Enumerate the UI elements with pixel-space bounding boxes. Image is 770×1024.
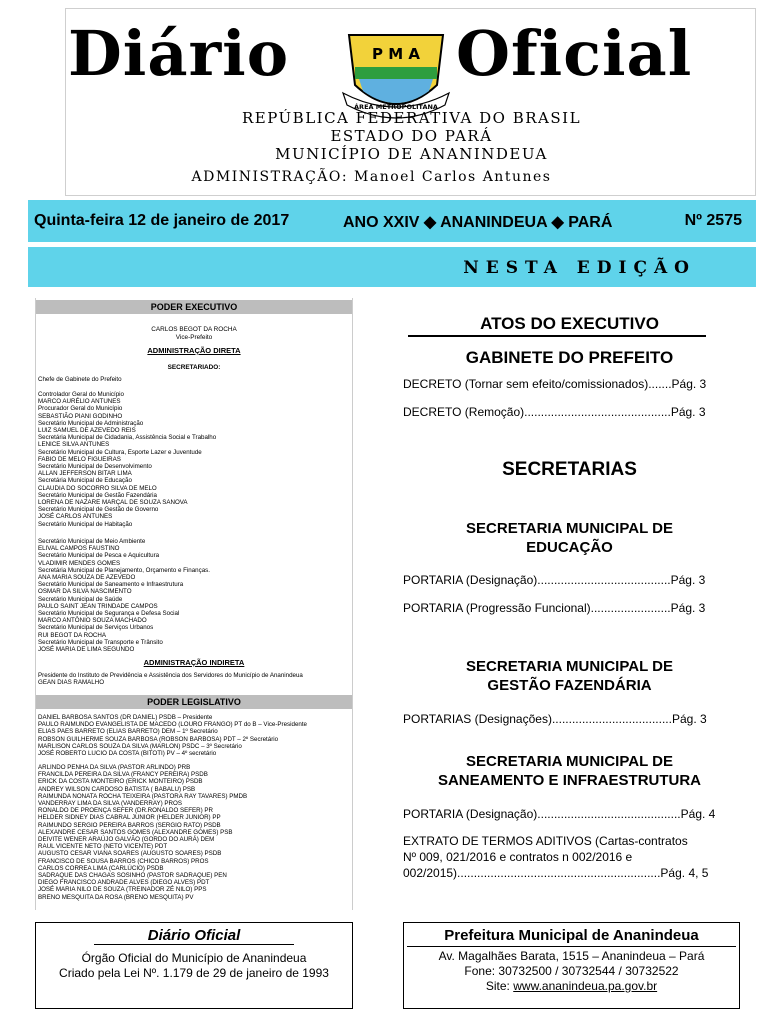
list-item: PAULO RAIMUNDO EVANGELISTA DE MACEDO (LOURO FRANGO) PT do B – Vice-Presidente [38, 721, 307, 729]
list-item: DEIVITE WENER ARAÚJO GALVÃO (GORDO DO AURÁ) DEM [38, 836, 215, 844]
pma-logo-icon [341, 23, 451, 123]
legislative-board-list [38, 714, 350, 757]
footer-address: Av. Magalhães Barata, 1515 – Ananindeua – Pará [438, 949, 705, 963]
logo-ribbon: ÁREA METROPOLITANA [354, 103, 438, 111]
date-bar [28, 200, 756, 242]
list-item: Chefe de Gabinete do Prefeito [38, 376, 122, 383]
atos-heading: ATOS DO EXECUTIVO [480, 314, 659, 333]
vice-mayor-title: Vice-Prefeito [175, 334, 213, 341]
list-item: MARCO ANTÔNIO SOUZA MACHADO [38, 617, 147, 625]
list-item: MARLISON CARLOS SOUZA DA SILVA (MARLON) PSDC – 3º Secretário [38, 742, 242, 750]
list-item: Secretária Municipal de Educação [38, 477, 132, 485]
list-item: AUGUSTO CESAR VIANA SOARES (AUGUSTO SOARES) PSDB [38, 850, 222, 858]
footer-title: Prefeitura Municipal de Ananindeua [407, 927, 736, 947]
list-item: Controlador Geral do Município [38, 391, 124, 398]
list-item: Secretário Municipal de Meio Ambiente [38, 538, 146, 545]
republic-line: REPÚBLICA FEDERATIVA DO BRASIL [241, 109, 582, 127]
gabinete-heading: GABINETE DO PREFEITO [465, 348, 674, 367]
list-item: ELIAS PAES BARRETO (ELIAS BARRETO) DEM – 1º Secretário [38, 728, 218, 736]
list-item: Secretário Municipal de Gestão Fazendária [38, 491, 158, 499]
list-item: Secretário Municipal de Pesca e Aquicultura [38, 552, 160, 560]
list-item: RAUL VICENTE NETO (NETO VICENTE) PDT [38, 843, 168, 851]
issue-date: Quinta-feira 12 de janeiro de 2017 [34, 212, 290, 229]
list-item: DANIEL BARBOSA SANTOS (DR DANIEL) PSDB – Presidente [38, 714, 213, 721]
footer-line: Órgão Oficial do Município de Ananindeua [81, 951, 307, 965]
section-heading-executivo: PODER EXECUTIVO [36, 300, 352, 314]
councillors-list [38, 764, 350, 901]
toc-entry[interactable]: PORTARIA (Progressão Funcional)........................Pág. 3 [403, 601, 706, 615]
list-item: OSMAR DA SILVA NASCIMENTO [38, 588, 132, 596]
toc-entry[interactable]: PORTARIAS (Designações)....................................Pág. 3 [403, 712, 707, 726]
municipality-line: MUNICÍPIO DE ANANINDEUA [275, 145, 548, 163]
list-item: ALEXANDRE CESAR SANTOS GOMES (ALEXANDRE GOMES) PSB [38, 828, 233, 836]
toc-entry[interactable]: DECRETO (Tornar sem efeito/comissionados).......Pág. 3 [403, 377, 707, 391]
site-label: Site: [485, 979, 514, 993]
list-item: Procurador Geral do Município [38, 405, 123, 413]
list-item: Secretário Municipal de Transporte e Trânsito [38, 638, 163, 646]
list-item: FRANCILDA PEREIRA DA SILVA (FRANCY PEREIRA) PSDB [38, 771, 208, 779]
masthead [65, 8, 756, 196]
newspaper-title-right: Oficial [456, 17, 693, 90]
secretariat-list-1 [38, 376, 350, 383]
state-line: ESTADO DO PARÁ [330, 127, 493, 145]
list-item: Secretário Municipal de Desenvolvimento [38, 463, 152, 471]
list-item: SEBASTIÃO PIANI GODINHO [38, 412, 123, 420]
list-item: FABIO DE MELO FIGUEIRAS [38, 455, 121, 463]
list-item: LENICE SILVA ANTUNES [38, 441, 110, 449]
section-heading-legislativo: PODER LEGISLATIVO [36, 695, 352, 709]
list-item: RONALDO DE PROENÇA SEFER (DR.RONALDO SEFER) PR [38, 807, 213, 815]
prefeitura-info-box [403, 922, 740, 1009]
directory-column [35, 298, 353, 910]
footer-line: Criado pela Lei Nº. 1.179 de 29 de janeiro de 1993 [59, 966, 329, 980]
heading-rule [408, 335, 706, 337]
list-item: PAULO SAINT JEAN TRINDADE CAMPOS [38, 602, 158, 610]
extrato-line: 002/2015).............................................................Pág. 4, 5 [403, 866, 709, 880]
list-item: GEAN DIAS RAMALHO [38, 679, 105, 687]
list-item: LUIZ SAMUEL DE AZEVEDO REIS [38, 427, 136, 435]
list-item: RAIMUNDA NONATA ROCHA TEIXEIRA (PASTORA RAY TAVARES) PMDB [38, 792, 248, 800]
list-item: MARCO AURÉLIO ANTUNES [38, 398, 121, 406]
list-item: JOSÉ CARLOS ANTUNES [38, 513, 113, 521]
list-item: Secretária Municipal de Cidadania, Assistência Social e Trabalho [38, 434, 217, 442]
list-item: VANDERRAY LIMA DA SILVA (VANDERRAY) PROS [38, 800, 182, 808]
list-item: Secretário Municipal de Saúde [38, 595, 123, 603]
list-item: ANDREY WILSON CARDOSO BATISTA ( BABALU) PSB [38, 785, 196, 793]
list-item: ALLAN JEFFERSON BITAR LIMA [38, 470, 132, 478]
edition-title: NESTA EDIÇÃO [463, 258, 696, 278]
list-item: JOSÉ MARIA DE LIMA SEGUNDO [38, 646, 135, 654]
educacao-heading-line2: EDUCAÇÃO [526, 539, 613, 556]
list-item: CARLOS CORREA LIMA (CARLÚCIO) PSDB [38, 864, 164, 872]
list-item: Secretário Municipal de Gestão de Governo [38, 506, 159, 514]
list-item: BRENO MESQUITA DA ROSA (BRENO MESQUITA) PV [38, 893, 194, 901]
edition-bar [28, 247, 756, 287]
secretariat-list-2 [38, 391, 350, 528]
list-item: Secretária Municipal de Planejamento, Orçamento e Finanças. [38, 566, 210, 574]
list-item: Presidente do Instituto de Previdência e Assistência dos Servidores do Município de Ananindeua [38, 672, 303, 679]
list-item: VLADIMIR MENDES GOMES [38, 559, 121, 567]
list-item: JOSÉ ROBERTO LUCIO DA COSTA (BITOTI) PV – 4º secretário [38, 750, 217, 758]
list-item: Secretário Municipal de Serviços Urbanos [38, 624, 154, 632]
secretariado-heading: SECRETARIADO: [167, 364, 221, 371]
footer-phone: Fone: 30732500 / 30732544 / 30732522 [464, 964, 679, 978]
administration-line: ADMINISTRAÇÃO: Manoel Carlos Antunes [191, 169, 552, 185]
list-item: Secretário Municipal de Habitação [38, 520, 133, 528]
secretariat-list-3 [38, 538, 350, 653]
list-item: ANA MARIA SOUZA DE AZEVEDO [38, 574, 136, 582]
indirect-admin-list [38, 672, 350, 686]
educacao-heading-line1: SECRETARIA MUNICIPAL DE [466, 520, 673, 537]
toc-entry[interactable]: DECRETO (Remoção)............................................Pág. 3 [403, 405, 706, 419]
list-item: ROBSON GUILHERME SOUZA BARBOSA (ROBSON BARBOSA) PDT – 2º Secretário [38, 735, 279, 743]
footer-site [404, 979, 739, 994]
list-item: RAIMUNDO SERGIO PEREIRA BARROS (SERGIO RATO) PSDB [38, 821, 221, 829]
saneamento-heading-line1: SECRETARIA MUNICIPAL DE [466, 753, 673, 770]
list-item: FRANCISCO DE SOUSA BARROS (CHICO BARROS) PROS [38, 857, 209, 865]
adm-direta-heading: ADMINISTRAÇÃO DIRETA [147, 346, 241, 355]
logo-text: P M A [372, 45, 420, 63]
fazendaria-heading-line2: GESTÃO FAZENDÁRIA [487, 677, 652, 694]
adm-indireta-heading: ADMINISTRAÇÃO INDIRETA [143, 658, 245, 667]
vice-mayor-name: CARLOS BEGOT DA ROCHA [151, 326, 237, 333]
list-item: ARLINDO PENHA DA SILVA (PASTOR ARLINDO) PRB [38, 764, 191, 771]
list-item: CLAUDIA DO SOCORRO SILVA DE MELO [38, 484, 157, 492]
list-item: ELIVAL CAMPOS FAUSTINO [38, 545, 120, 553]
fazendaria-heading-line1: SECRETARIA MUNICIPAL DE [466, 658, 673, 675]
extrato-line: EXTRATO DE TERMOS ADITIVOS (Cartas-contratos [403, 834, 688, 848]
list-item: RUI BEGOT DA ROCHA [38, 631, 106, 639]
list-item: HELDER SIDNEY DIAS CABRAL JUNIOR (HELDER JUNIOR) PP [38, 814, 221, 822]
list-item: SADRAQUE DAS CHAGAS SOSINHO (PASTOR SADRAQUE) PEN [38, 872, 227, 880]
list-item: ERICK DA COSTA MONTEIRO (ERICK MONTEIRO) PSDB [38, 778, 203, 786]
toc-entry[interactable]: PORTARIA (Designação)...........................................Pág. 4 [403, 807, 716, 821]
footer-title: Diário Oficial [94, 927, 294, 945]
list-item: Secretário Municipal de Cultura, Esporte Lazer e Juventude [38, 448, 202, 456]
issue-number: Nº 2575 [684, 212, 742, 229]
list-item: Secretário Municipal de Saneamento e Infraestrutura [38, 581, 184, 589]
extrato-line: Nº 009, 021/2016 e contratos n 002/2016 e [403, 850, 633, 864]
saneamento-heading-line2: SANEAMENTO E INFRAESTRUTURA [437, 772, 702, 789]
toc-entry-extrato[interactable] [403, 833, 740, 881]
masthead-info-box [35, 922, 353, 1009]
site-link[interactable]: www.ananindeua.pa.gov.br [513, 979, 658, 993]
secretarias-heading: SECRETARIAS [502, 459, 637, 480]
list-item: DIEGO FRANCISCO ANDRADE ALVES (DIEGO ALVES) PDT [38, 879, 210, 887]
newspaper-title-left: Diário [68, 17, 290, 90]
list-item: LORENA DE NAZARE MARÇAL DE SOUZA SANOVA [38, 499, 188, 507]
list-item: JOSÉ MARIA NILO DE SOUZA (TREINADOR ZÉ NILO) PPS [38, 886, 207, 894]
issue-edition: ANO XXIV ◆ ANANINDEUA ◆ PARÁ [343, 214, 613, 231]
toc-entry[interactable]: PORTARIA (Designação)........................................Pág. 3 [403, 573, 706, 587]
list-item: Secretário Municipal de Administração [38, 419, 144, 427]
list-item: Secretário Municipal de Segurança e Defesa Social [38, 610, 180, 618]
